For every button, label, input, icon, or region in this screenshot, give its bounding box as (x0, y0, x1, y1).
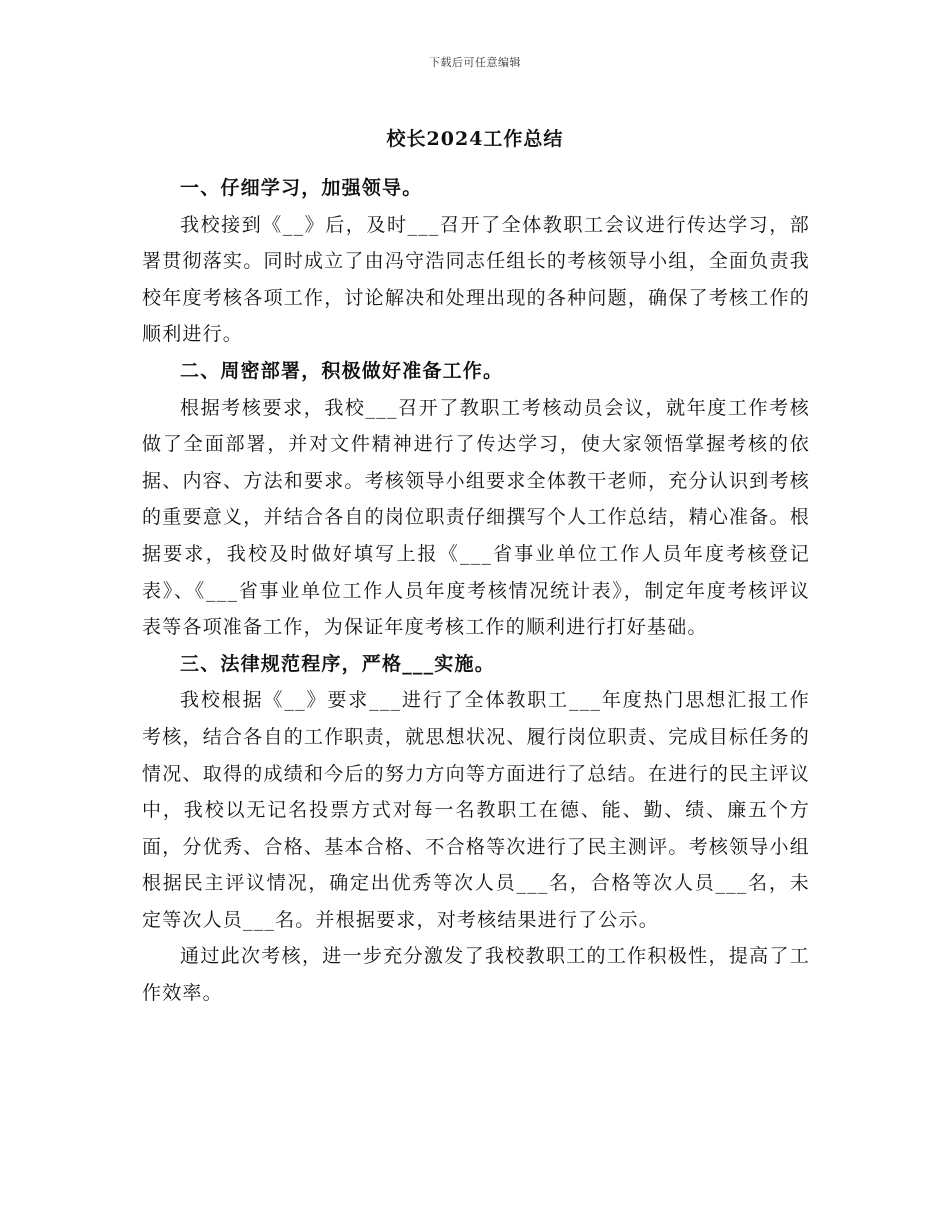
document-title: 校长2024工作总结 (386, 128, 564, 150)
section-1-paragraph-1: 我校接到《__》后，及时___召开了全体教职工会议进行传达学习，部署贯彻落实。同时成立了由冯守浩同志任组长的考核领导小组，全面负责我校年度考核各项工作，讨论解决和处理出现的各种问题，确保了考核工作的顺利进行。 (142, 213, 810, 346)
section-3-paragraph-2: 通过此次考核，进一步充分激发了我校教职工的工作积极性，提高了工作效率。 (142, 945, 810, 1005)
section-heading-1: 一、仔细学习，加强领导。 (180, 177, 423, 199)
document-body (142, 170, 810, 1012)
section-2-paragraph-1: 根据考核要求，我校___召开了教职工考核动员会议，就年度工作考核做了全面部署，并对文件精神进行了传达学习，使大家领悟掌握考核的依据、内容、方法和要求。考核领导小组要求全体教干老师，充分认识到考核的重要意义，并结合各自的岗位职责仔细撰写个人工作总结，精心准备。根据要求，我校及时做好填写上报《___省事业单位工作人员年度考核登记表》、《___省事业单位工作人员年度考核情况统计表》，制定年度考核评议表等各项准备工作，为保证年度考核工作的顺利进行打好基础。 (142, 396, 810, 639)
section-heading-2: 二、周密部署，积极做好准备工作。 (180, 359, 504, 382)
section-heading-3: 三、法律规范程序，严格___实施。 (180, 652, 495, 675)
section-3-paragraph-1: 我校根据《__》要求___进行了全体教职工___年度热门思想汇报工作考核，结合各自的工作职责，就思想状况、履行岗位职责、完成目标任务的情况、取得的成绩和今后的努力方向等方面进行了总结。在进行的民主评议中，我校以无记名投票方式对每一名教职工在德、能、勤、绩、廉五个方面，分优秀、合格、基本合格、不合格等次进行了民主测评。考核领导小组根据民主评议情况，确定出优秀等次人员___名，合格等次人员___名，未定等次人员___名。并根据要求，对考核结果进行了公示。 (142, 689, 810, 931)
header-note: 下载后可任意编辑 (429, 56, 521, 69)
